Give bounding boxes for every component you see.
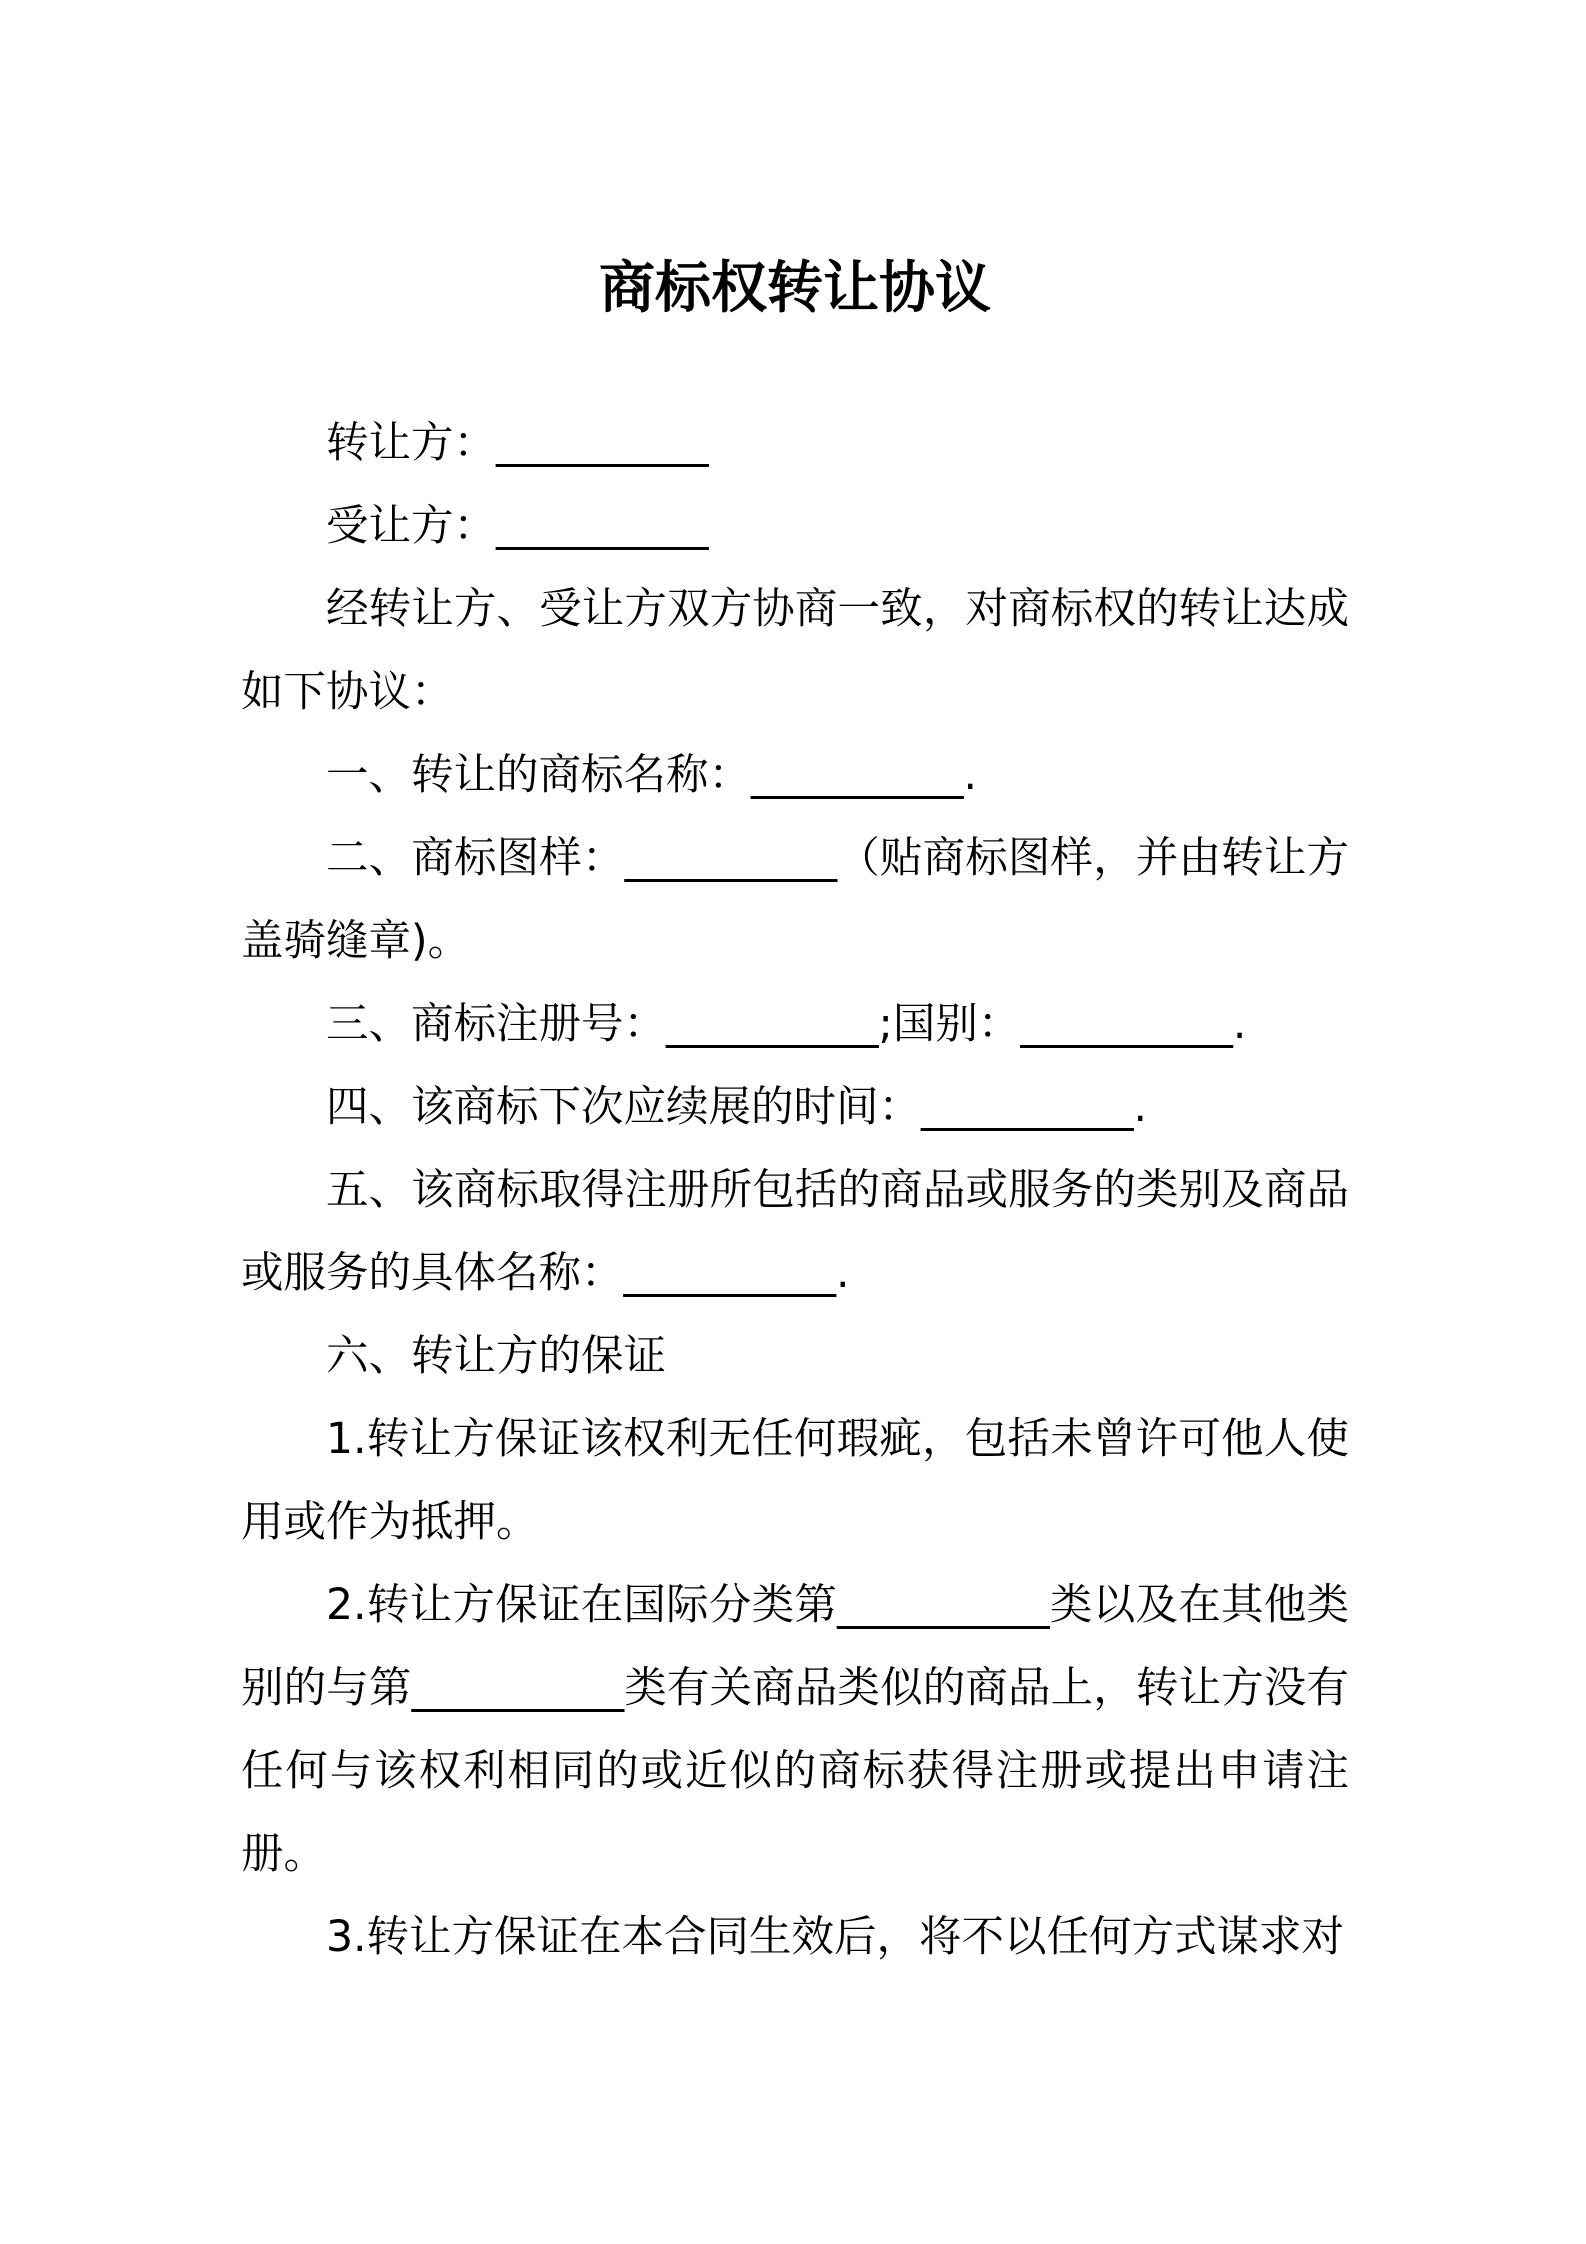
clause-1-trademark-name: 一、转让的商标名称：__________. <box>326 751 978 800</box>
document-title: 商标权转让协议 <box>599 256 991 321</box>
transferee-line: 受让方：__________ <box>326 502 709 551</box>
agreement-intro: 经转让方、受让方双方协商一致，对商标权的转让达成如下协议： <box>241 585 1349 717</box>
clause-4-renewal-date: 四、该商标下次应续展的时间：__________. <box>326 1083 1148 1132</box>
clause-6-item-1: 1.转让方保证该权利无任何瑕疵，包括未曾许可他人使用或作为抵押。 <box>241 1415 1349 1547</box>
clause-6-item-2: 2.转让方保证在国际分类第__________类以及在其他类别的与第__________类有关商品类似的商品上，转让方没有任何与该权利相同的或近似的商标获得注册或提出申请注册。 <box>241 1581 1349 1879</box>
transferor-line: 转让方：__________ <box>326 419 709 468</box>
clause-6-item-3: 3.转让方保证在本合同生效后，将不以任何方式谋求对 <box>326 1913 1345 1962</box>
clause-6-heading: 六、转让方的保证 <box>326 1332 667 1381</box>
clause-2-trademark-sample: 二、商标图样：__________（贴商标图样，并由转让方盖骑缝章)。 <box>241 834 1349 966</box>
clause-3-registration-number: 三、商标注册号：__________;国别：__________. <box>326 1000 1247 1049</box>
document-body <box>241 402 1349 1979</box>
clause-5-goods-services: 五、该商标取得注册所包括的商品或服务的类别及商品或服务的具体名称：__________. <box>241 1166 1349 1298</box>
